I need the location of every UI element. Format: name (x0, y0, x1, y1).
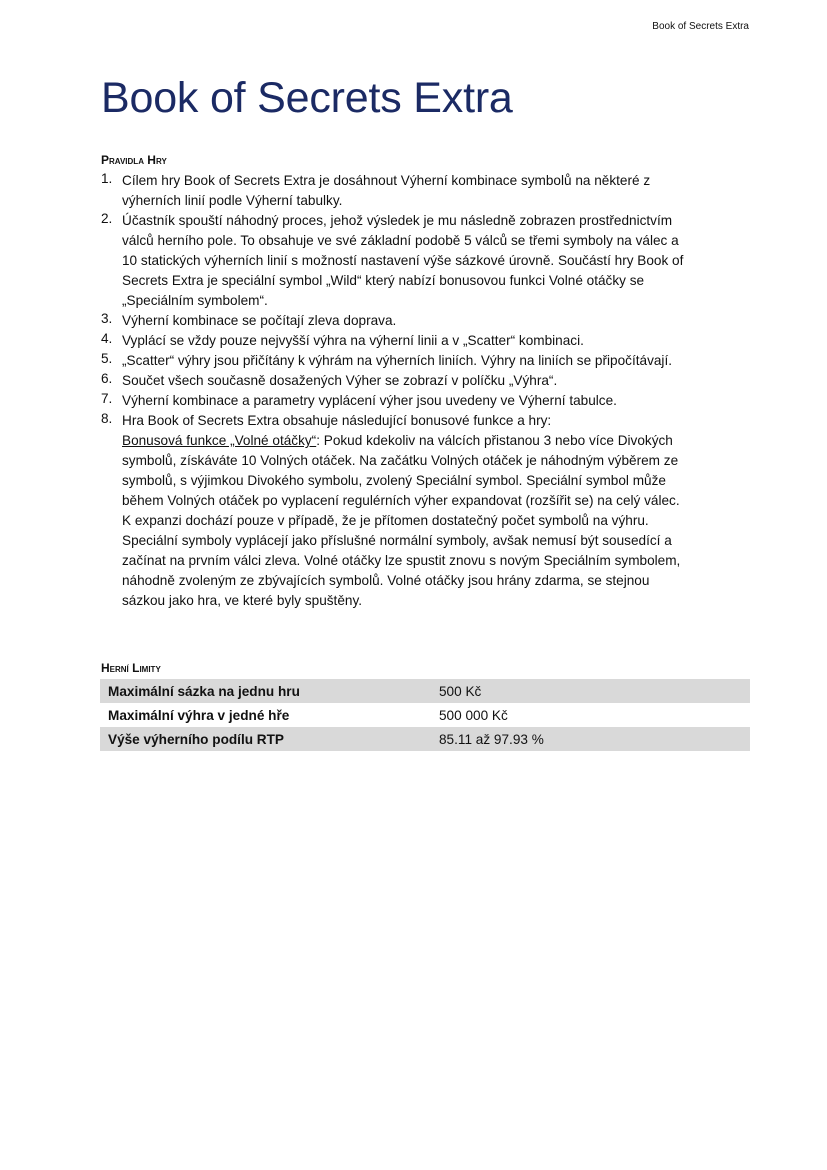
rule-text-line: Hra Book of Secrets Extra obsahuje následující bonusové funkce a hry: (122, 413, 552, 428)
rule-number: 6. (101, 371, 113, 386)
limit-value: 85.11 až 97.93 % (431, 727, 750, 751)
bonus-feature-label: Bonusová funkce „Volné otáčky“ (122, 433, 317, 448)
limit-label: Výše výherního podílu RTP (100, 727, 431, 751)
rule-number: 1. (101, 171, 113, 186)
bonus-first-line (122, 431, 683, 451)
rule-item (101, 331, 683, 351)
rule-text-line: válců herního pole. To obsahuje ve své základní podobě 5 válců se třemi symboly na válec a (122, 233, 679, 248)
page-title: Book of Secrets Extra (101, 74, 513, 122)
rule-number: 4. (101, 331, 113, 346)
rule-text-line: Účastník spouští náhodný proces, jehož výsledek je mu následně zobrazen prostřednictvím (122, 213, 673, 228)
rule-text-line: Vyplácí se vždy pouze nejvyšší výhra na výherní linii a v „Scatter“ kombinaci. (122, 333, 584, 348)
bonus-text-line: sázkou jako hra, ve které byly spuštěny. (122, 593, 363, 608)
rule-number: 5. (101, 351, 113, 366)
rule-text-line: Secrets Extra je speciální symbol „Wild“ který nabízí bonusovou funkci Volné otáčky se (122, 273, 645, 288)
table-row (100, 703, 750, 727)
bonus-text-line: začínat na prvním válci zleva. Volné otáčky lze spustit znovu s novým Speciálním symbolem, (122, 553, 681, 568)
rule-text-line: „Speciálním symbolem“. (122, 293, 268, 308)
rules-heading: Pravidla Hry (101, 153, 167, 167)
limit-label: Maximální sázka na jednu hru (100, 679, 431, 703)
rule-text-line: Cílem hry Book of Secrets Extra je dosáhnout Výherní kombinace symbolů na některé z (122, 173, 651, 188)
limits-table (100, 679, 750, 751)
bonus-text-line: Speciální symboly vyplácejí jako příslušné normální symboly, avšak nemusí být sousedící a (122, 533, 672, 548)
rule-item (101, 171, 683, 211)
bonus-text-line: K expanzi dochází pouze v případě, že je přítomen dostatečný počet symbolů na výhru. (122, 513, 649, 528)
table-row (100, 679, 750, 703)
rule-number: 7. (101, 391, 113, 406)
rule-number: 2. (101, 211, 113, 226)
rule-text-line: Součet všech současně dosažených Výher se zobrazí v políčku „Výhra“. (122, 373, 558, 388)
bonus-text-line: symbolů, získáváte 10 Volných otáček. Na začátku Volných otáček je náhodným výběrem ze (122, 453, 679, 468)
rule-text-line: Výherní kombinace se počítají zleva doprava. (122, 313, 397, 328)
rule-item (101, 371, 683, 391)
limit-value: 500 000 Kč (439, 707, 508, 723)
bonus-text-line: během Volných otáček po vyplacení regulérních výher expandovat (rozšířit se) na celý válec. (122, 493, 680, 508)
rule-item (101, 351, 683, 371)
bonus-text: : Pokud kdekoliv na válcích přistanou 3 nebo více Divokých (316, 433, 673, 448)
table-row (100, 727, 750, 751)
limit-value: 500 Kč (431, 679, 750, 703)
limits-heading: Herní Limity (101, 661, 161, 675)
limit-label: Maximální výhra v jedné hře (108, 707, 290, 723)
rules-list (101, 171, 683, 611)
rule-item (101, 411, 683, 611)
rule-text-line: 10 statických výherních linií s možností nastavení výše sázkové úrovně. Součástí hry Book of (122, 253, 684, 268)
rule-text-line: „Scatter“ výhry jsou přičítány k výhrám na výherních liniích. Výhry na liniích se připočítávají. (122, 353, 673, 368)
rule-item (101, 211, 683, 311)
bonus-text-line: symbolů, s výjimkou Divokého symbolu, zvolený Speciální symbol. Speciální symbol může (122, 473, 666, 488)
rule-text-line: výherních linií podle Výherní tabulky. (122, 193, 343, 208)
rule-number: 8. (101, 411, 113, 426)
rule-item (101, 311, 683, 331)
running-header: Book of Secrets Extra (652, 21, 749, 32)
rule-item (101, 391, 683, 411)
rule-number: 3. (101, 311, 113, 326)
bonus-text-line: náhodně zvoleným ze zbývajících symbolů. Volné otáčky jsou hrány zdarma, se stejnou (122, 573, 650, 588)
rule-text-line: Výherní kombinace a parametry vyplácení výher jsou uvedeny ve Výherní tabulce. (122, 393, 617, 408)
